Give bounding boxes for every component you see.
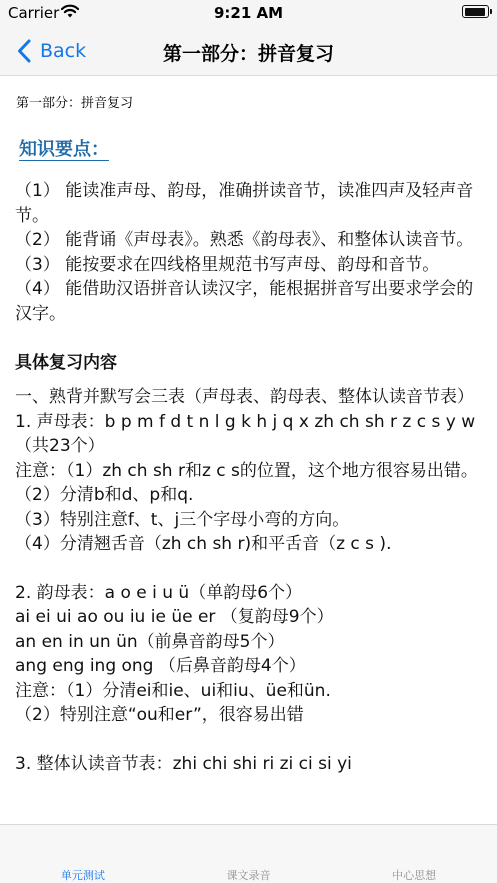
text-line: 2. 韵母表：a o e i u ü（单韵母6个） <box>15 582 303 603</box>
review-content-heading: 具体复习内容 <box>15 353 117 373</box>
text-line: （2）分清b和d、p和q. <box>15 485 194 505</box>
text-line: （4）分清翘舌音（zh ch sh r)和平舌音（z c s ). <box>15 534 392 554</box>
breadcrumb: 第一部分：拼音复习 <box>16 96 134 111</box>
page-title: 第一部分：拼音复习 <box>162 43 334 65</box>
objectives-list <box>15 179 483 326</box>
section-finals <box>15 581 483 728</box>
text-line: 1. 声母表：b p m f d t n l g k h j q x zh ch sh r z c s y w （共23个） <box>15 411 476 456</box>
text-line: 注意：（1）zh ch sh r和z c s的位置，这个地方很容易出错。 <box>15 460 478 481</box>
objective-item: （2） 能背诵《声母表》。熟悉《韵母表》、和整体认读音节。 <box>15 230 474 250</box>
navigation-bar <box>0 26 497 76</box>
objective-item: （3） 能按要求在四线格里规范书写声母、韵母和音节。 <box>15 254 440 275</box>
text-line: ang eng ing ong （后鼻音韵母4个） <box>15 656 306 676</box>
text-line: ai ei ui ao ou iu ie üe er （复韵母9个） <box>15 607 334 627</box>
objective-item: （4） 能借助汉语拼音认读汉字，能根据拼音写出要求学会的汉字。 <box>15 279 474 324</box>
text-line: 一、熟背并默写会三表（声母表、韵母表、整体认读音节表） <box>15 387 474 407</box>
section-initials <box>15 385 483 557</box>
tab-unit-test[interactable] <box>0 825 166 883</box>
tab-label: 课文录音 <box>226 869 271 882</box>
section-whole-syllables <box>15 752 483 777</box>
tab-bar <box>0 824 497 883</box>
text-line: 3. 整体认读音节表：zhi chi shi ri zi ci si yi <box>15 753 352 774</box>
spacer <box>15 728 483 752</box>
text-line: 注意：（1）分清ei和ie、ui和iu、üe和ün. <box>15 680 331 701</box>
battery-icon <box>462 5 489 18</box>
tab-label: 单元测试 <box>60 869 105 882</box>
status-bar <box>0 0 497 26</box>
tab-text-recording[interactable] <box>166 825 332 883</box>
lesson-content[interactable] <box>0 77 497 824</box>
status-time: 9:21 AM <box>213 4 284 22</box>
carrier-label: Carrier <box>8 4 60 22</box>
tab-central-idea[interactable] <box>331 825 497 883</box>
knowledge-points-heading: 知识要点： <box>19 139 109 160</box>
spacer <box>15 557 483 581</box>
tab-label: 中心思想 <box>392 869 437 882</box>
text-line: an en in un ün（前鼻音韵母5个） <box>15 631 285 652</box>
objective-item: （1） 能读准声母、韵母，准确拼读音节，读准四声及轻声音节。 <box>15 181 474 226</box>
back-button-label: Back <box>40 40 87 62</box>
text-line: （2）特别注意“ou和er”，很容易出错 <box>15 705 304 725</box>
battery-fill <box>465 8 485 16</box>
text-line: （3）特别注意f、t、j三个字母小弯的方向。 <box>15 509 350 530</box>
